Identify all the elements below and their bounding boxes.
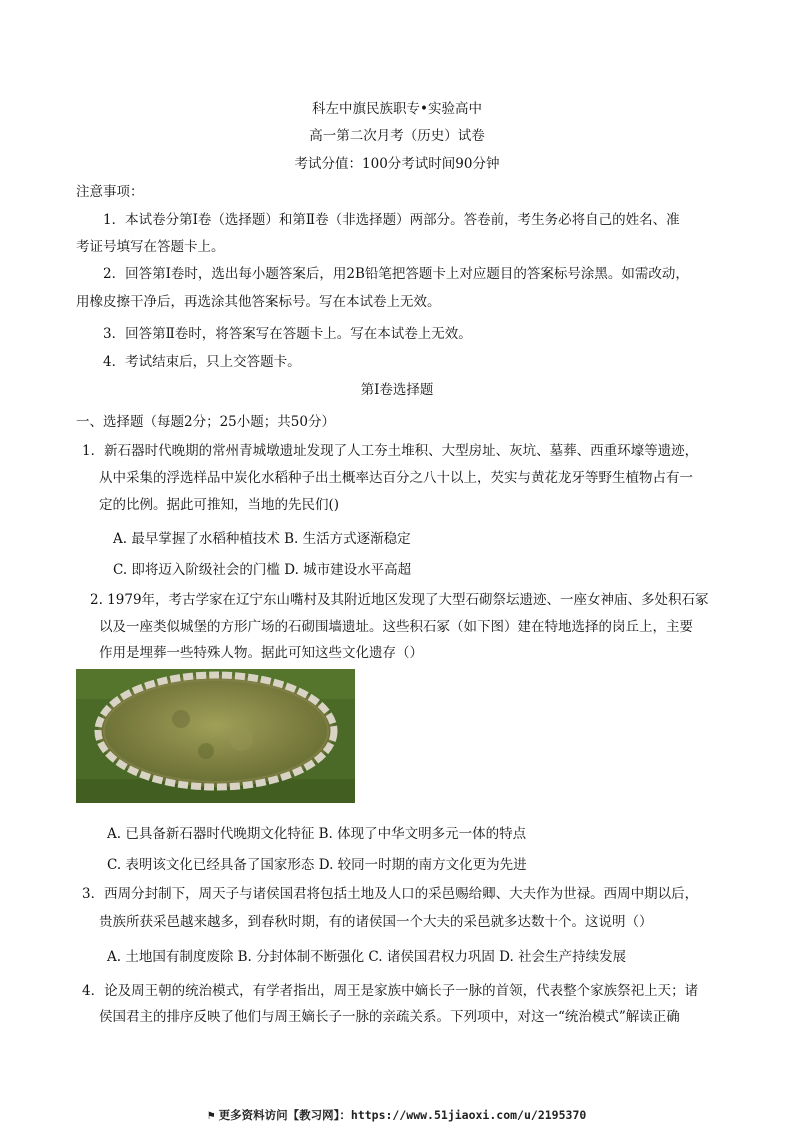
part-title: 一、选择题（每题2分；25小题；共50分） <box>76 414 335 430</box>
q1-stem-2: 从中采集的浮选样品中炭化水稻种子出土概率达百分之八十以上，芡实与黄花龙牙等野生植物占有一 <box>99 470 693 486</box>
q4-stem-2: 侯国君主的排序反映了他们与周王嫡长子一脉的亲疏关系。下列项中，对这一“统治模式”解读正确 <box>99 1009 680 1025</box>
q1-stem-3: 定的比例。据此可推知，当地的先民们() <box>99 497 340 513</box>
exam-info: 考试分值：100分考试时间90分钟 <box>294 156 500 172</box>
notice-item-1: 1．本试卷分第Ⅰ卷（选择题）和第Ⅱ卷（非选择题）两部分。答卷前，考生务必将自己的姓名、准 <box>103 212 680 228</box>
school-name: 科左中旗民族职专•实验高中 <box>312 101 482 117</box>
notice-item-3: 3．回答第Ⅱ卷时，将答案写在答题卡上。写在本试卷上无效。 <box>103 326 472 342</box>
stone-tomb-photo <box>76 669 355 803</box>
notice-item-2: 2．回答第Ⅰ卷时，选出每小题答案后，用2B铅笔把答题卡上对应题目的答案标号涂黑。如需改动， <box>103 266 689 282</box>
notice-item-1-cont: 考证号填写在答题卡上。 <box>76 239 225 255</box>
footer-link[interactable] <box>0 1107 794 1123</box>
q2-stem-2: 以及一座类似城堡的方形广场的石砌围墙遗址。这些积石冢（如下图）建在特地选择的岗丘上，主要 <box>99 619 693 635</box>
flag-icon: ⚑ <box>207 1108 215 1122</box>
q1-options-ab: A. 最早掌握了水稻种植技术 B. 生活方式逐渐稳定 <box>113 531 411 547</box>
notice-item-2-cont: 用橡皮擦干净后，再选涂其他答案标号。写在本试卷上无效。 <box>76 294 441 310</box>
q3-stem-1: 3．西周分封制下，周天子与诸侯国君将包括土地及人口的采邑赐给卿、大夫作为世禄。西周中期以后， <box>82 886 699 902</box>
q3-options: A. 土地国有制度废除 B. 分封体制不断强化 C. 诸侯国君权力巩固 D. 社会生产持续发展 <box>107 949 627 965</box>
q2-stem-3: 作用是埋葬一些特殊人物。据此可知这些文化遗存（） <box>99 645 423 661</box>
q2-options-cd: C. 表明该文化已经具备了国家形态 D. 较同一时期的南方文化更为先进 <box>107 857 527 873</box>
q4-stem-1: 4．论及周王朝的统治模式，有学者指出，周王是家族中嫡长子一脉的首领，代表整个家族祭祀上天；诸 <box>82 983 699 999</box>
q2-stem-1: 2. 1979年，考古学家在辽宁东山嘴村及其附近地区发现了大型石砌祭坛遗迹、一座女神庙、多处积石冢 <box>90 592 709 608</box>
exam-title: 高一第二次月考（历史）试卷 <box>309 128 485 144</box>
stone-circle-icon <box>76 669 355 803</box>
q2-options-ab: A. 已具备新石器时代晚期文化特征 B. 体现了中华文明多元一体的特点 <box>107 826 527 842</box>
footer-text: 更多资料访问【教习网】：https://www.51jiaoxi.com/u/2195370 <box>218 1108 587 1122</box>
notice-title: 注意事项： <box>76 184 144 200</box>
q1-options-cd: C. 即将迈入阶级社会的门槛 D. 城市建设水平高超 <box>113 562 412 578</box>
volume-title: 第Ⅰ卷选择题 <box>360 382 434 398</box>
q1-stem-1: 1．新石器时代晚期的常州青城墩遗址发现了人工夯土堆积、大型房址、灰坑、墓葬、西重环壕等遗迹， <box>82 443 699 459</box>
notice-item-4: 4．考试结束后，只上交答题卡。 <box>103 354 301 370</box>
q3-stem-2: 贵族所获采邑越来越多，到春秋时期，有的诸侯国一个大夫的采邑就多达数十个。这说明（） <box>99 914 653 930</box>
